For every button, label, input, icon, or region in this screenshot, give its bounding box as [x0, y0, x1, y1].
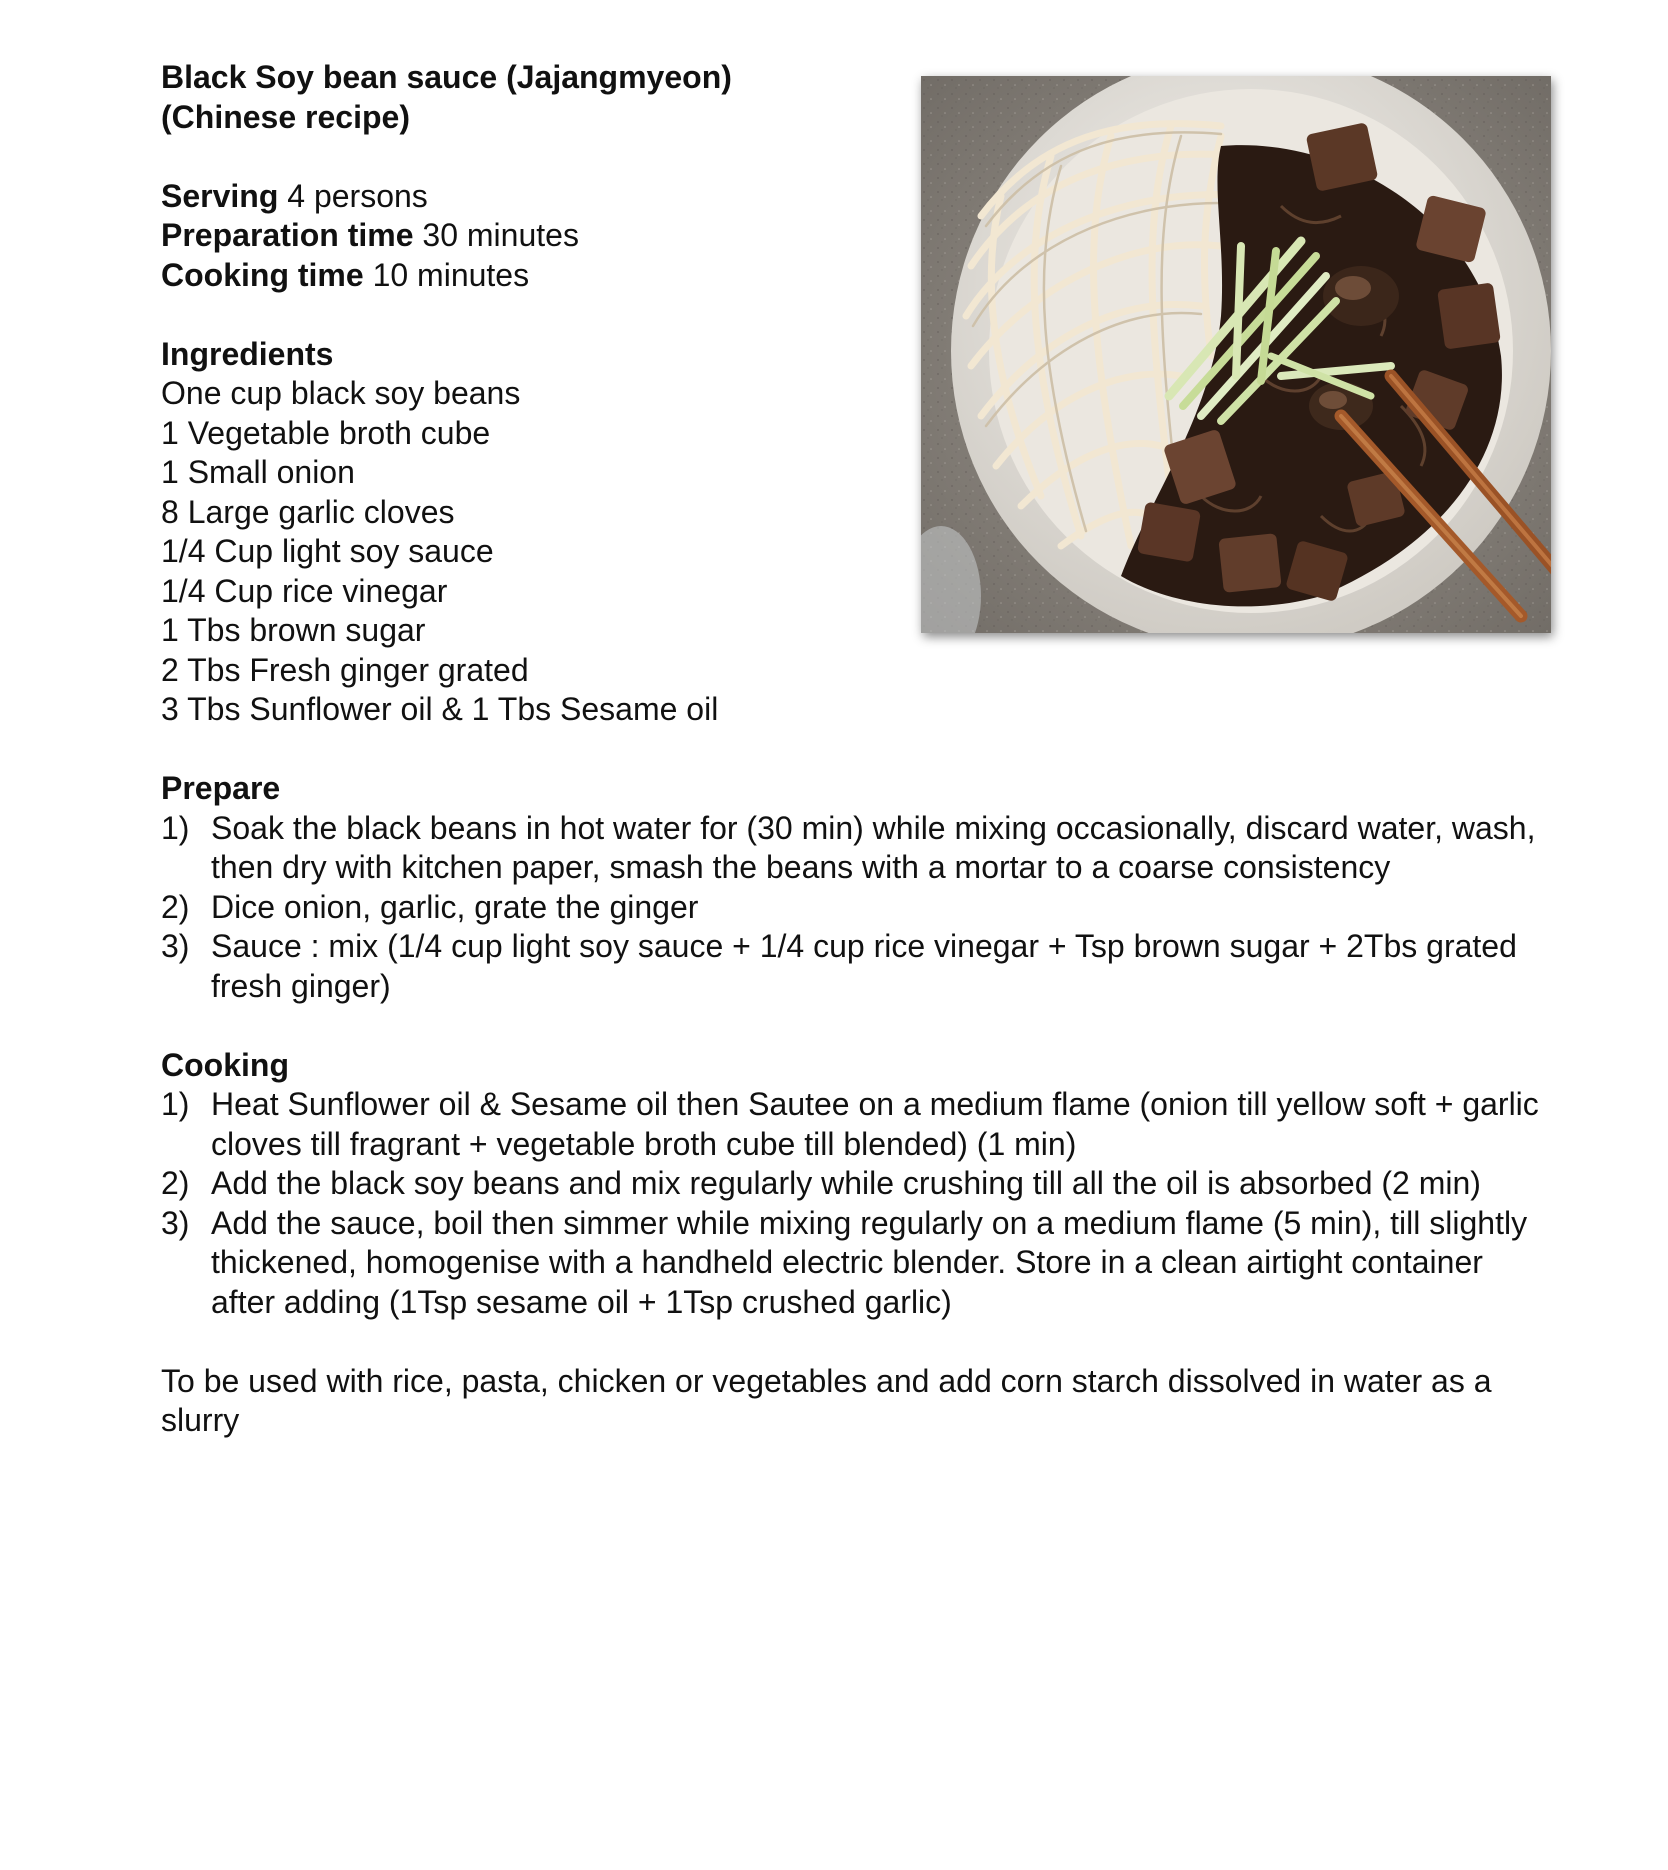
step-number: 2) — [161, 888, 190, 925]
ingredient-item: 1 Tbs brown sugar — [161, 612, 426, 648]
ingredient-item: 1/4 Cup rice vinegar — [161, 572, 448, 609]
cooking-step — [161, 1085, 1541, 1164]
step-text: Add the sauce, boil then simmer while mixing regularly on a medium flame (5 min), till slightly thickened, homogenise with a handheld electric blender. Store in a clean airtight container after adding (1Tsp sesame oil + 1Tsp crushed garlic) — [211, 1204, 1528, 1320]
ingredient-item: 2 Tbs Fresh ginger grated — [161, 651, 529, 688]
serving-label: Serving — [161, 177, 279, 214]
cooking-time-label: Cooking time — [161, 256, 364, 293]
spacer — [161, 1322, 1541, 1362]
ingredient-item: One cup black soy beans — [161, 375, 521, 411]
ingredients-heading: Ingredients — [161, 335, 334, 372]
step-text: Sauce : mix (1/4 cup light soy sauce + 1/4 cup rice vinegar + Tsp brown sugar + 2Tbs grated fresh ginger) — [211, 928, 1517, 1004]
cooking-steps — [161, 1085, 1541, 1322]
cooking-step — [161, 1164, 1541, 1204]
recipe-title-line1: Black Soy bean sauce (Jajangmyeon) — [161, 59, 732, 95]
recipe-title-line2: (Chinese recipe) — [161, 98, 410, 135]
cooking-time-value: 10 minutes — [363, 256, 530, 293]
noodle-bowl-illustration — [921, 76, 1551, 633]
step-text: Heat Sunflower oil & Sesame oil then Sautee on a medium flame (onion till yellow soft + garlic cloves till fragrant + vegetable broth cube till blended) (1 min) — [211, 1086, 1539, 1162]
serving-value: 4 persons — [278, 177, 428, 214]
step-text: Dice onion, garlic, grate the ginger — [211, 888, 699, 925]
prepare-heading: Prepare — [161, 770, 281, 806]
prepare-steps — [161, 809, 1541, 1007]
step-number: 2) — [161, 1165, 190, 1201]
footer-note: To be used with rice, pasta, chicken or vegetables and add corn starch dissolved in water as a slurry — [161, 1362, 1492, 1438]
preparation-label: Preparation time — [161, 217, 414, 253]
ingredient-item: 8 Large garlic cloves — [161, 493, 455, 530]
step-number: 3) — [161, 928, 190, 964]
preparation-value: 30 minutes — [413, 217, 579, 253]
spacer — [161, 730, 1541, 770]
cooking-heading: Cooking — [161, 1046, 289, 1083]
prepare-step — [161, 888, 1541, 928]
step-number: 1) — [161, 809, 190, 846]
spacer — [161, 1006, 1541, 1046]
noodle-bowl-photo — [921, 76, 1551, 633]
cooking-step — [161, 1204, 1541, 1323]
prepare-step — [161, 809, 1541, 888]
step-text: Soak the black beans in hot water for (30 min) while mixing occasionally, discard water, wash, then dry with kitchen paper, smash the beans with a mortar to a coarse consistency — [211, 809, 1536, 885]
step-number: 3) — [161, 1204, 190, 1241]
step-number: 1) — [161, 1086, 190, 1122]
ingredient-item: 1 Vegetable broth cube — [161, 414, 491, 451]
ingredient-item: 3 Tbs Sunflower oil & 1 Tbs Sesame oil — [161, 691, 719, 727]
ingredient-item: 1/4 Cup light soy sauce — [161, 533, 494, 569]
step-text: Add the black soy beans and mix regularly while crushing till all the oil is absorbed (2 min) — [211, 1165, 1481, 1201]
ingredient-item: 1 Small onion — [161, 454, 355, 490]
prepare-step — [161, 927, 1541, 1006]
